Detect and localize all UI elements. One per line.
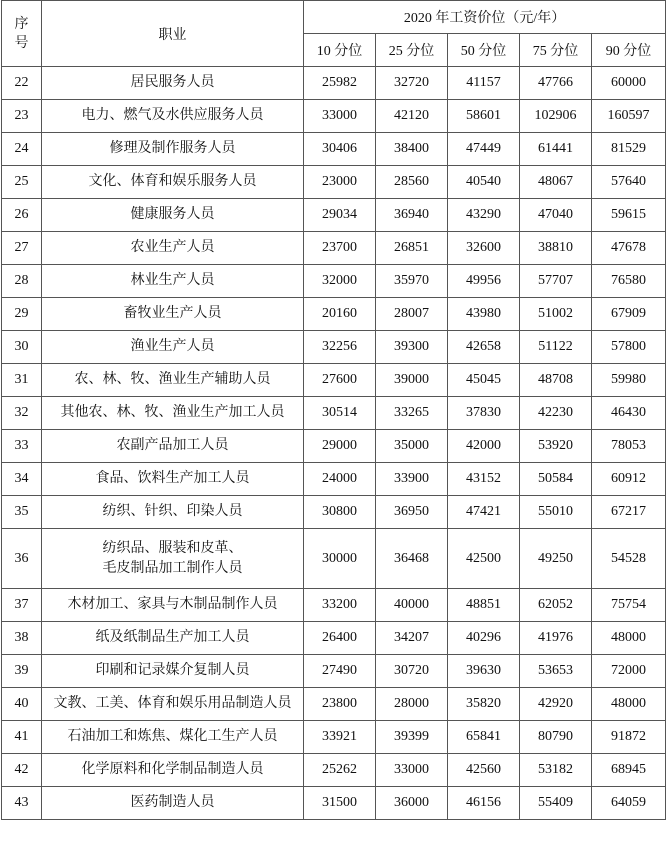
table-row: [2, 364, 666, 397]
wage-p25-cell: 30720: [376, 655, 448, 688]
wage-p25-cell: 38400: [376, 133, 448, 166]
row-number: 31: [2, 364, 42, 397]
row-number: 36: [2, 529, 42, 589]
wage-p90-cell: 59980: [592, 364, 666, 397]
wage-p90-cell: 64059: [592, 787, 666, 820]
wage-p75-cell: 48067: [520, 166, 592, 199]
wage-p75-cell: 55010: [520, 496, 592, 529]
wage-p10-cell: 29034: [304, 199, 376, 232]
wage-p75-cell: 42920: [520, 688, 592, 721]
table-row: [2, 298, 666, 331]
wage-p10-cell: 23800: [304, 688, 376, 721]
occupation-name: 健康服务人员: [130, 207, 215, 222]
wage-table: [1, 0, 666, 820]
wage-p25-cell: 28560: [376, 166, 448, 199]
table-body: [2, 67, 666, 820]
occupation-name: 纺织品、服装和皮革、: [102, 540, 243, 556]
wage-p10-cell: 33200: [304, 589, 376, 622]
wage-p90-cell: 57640: [592, 166, 666, 199]
occupation-cell: [42, 232, 304, 265]
header-seq-line2: 号: [14, 35, 29, 51]
wage-p50-cell: 37830: [448, 397, 520, 430]
wage-p10-cell: 31500: [304, 787, 376, 820]
header-row-top: [2, 1, 666, 34]
wage-p75-cell: 53920: [520, 430, 592, 463]
wage-p90-cell: 67217: [592, 496, 666, 529]
header-p50: 50 分位: [448, 34, 520, 67]
wage-p90-cell: 59615: [592, 199, 666, 232]
wage-p10-cell: 23700: [304, 232, 376, 265]
wage-p10-cell: 32256: [304, 331, 376, 364]
wage-p25-cell: 33265: [376, 397, 448, 430]
wage-p75-cell: 49250: [520, 529, 592, 589]
wage-p75-cell: 102906: [520, 100, 592, 133]
wage-p50-cell: 42658: [448, 331, 520, 364]
header-p10: 10 分位: [304, 34, 376, 67]
wage-p50-cell: 46156: [448, 787, 520, 820]
occupation-cell: [42, 331, 304, 364]
wage-p25-cell: 36000: [376, 787, 448, 820]
occupation-cell: [42, 100, 304, 133]
row-number: 28: [2, 265, 42, 298]
wage-p75-cell: 51002: [520, 298, 592, 331]
row-number: 29: [2, 298, 42, 331]
header-p75: 75 分位: [520, 34, 592, 67]
row-number: 24: [2, 133, 42, 166]
wage-p90-cell: 60000: [592, 67, 666, 100]
table-row: [2, 688, 666, 721]
wage-p25-cell: 28007: [376, 298, 448, 331]
wage-p50-cell: 47449: [448, 133, 520, 166]
occupation-cell: [42, 529, 304, 589]
table-row: [2, 589, 666, 622]
row-number: 37: [2, 589, 42, 622]
occupation-cell: [42, 298, 304, 331]
table-row: [2, 100, 666, 133]
wage-p50-cell: 40540: [448, 166, 520, 199]
row-number: 34: [2, 463, 42, 496]
row-number: 41: [2, 721, 42, 754]
wage-p50-cell: 43290: [448, 199, 520, 232]
occupation-cell: [42, 463, 304, 496]
table-row: [2, 67, 666, 100]
table-row: [2, 397, 666, 430]
wage-p75-cell: 57707: [520, 265, 592, 298]
wage-p25-cell: 42120: [376, 100, 448, 133]
wage-p50-cell: 47421: [448, 496, 520, 529]
header-seq-line1: 序: [14, 16, 29, 32]
row-number: 43: [2, 787, 42, 820]
table-row: [2, 199, 666, 232]
row-number: 33: [2, 430, 42, 463]
wage-p90-cell: 48000: [592, 622, 666, 655]
row-number: 40: [2, 688, 42, 721]
wage-p10-cell: 26400: [304, 622, 376, 655]
wage-p90-cell: 76580: [592, 265, 666, 298]
occupation-name: 纺织、针织、印染人员: [102, 504, 243, 519]
wage-p10-cell: 23000: [304, 166, 376, 199]
row-number: 22: [2, 67, 42, 100]
wage-p90-cell: 75754: [592, 589, 666, 622]
header-job: 职业: [42, 1, 304, 67]
table-row: [2, 166, 666, 199]
wage-p10-cell: 27600: [304, 364, 376, 397]
wage-p25-cell: 36950: [376, 496, 448, 529]
occupation-cell: [42, 430, 304, 463]
table-row: [2, 232, 666, 265]
wage-p10-cell: 25262: [304, 754, 376, 787]
occupation-cell: [42, 496, 304, 529]
table-row: [2, 754, 666, 787]
wage-p25-cell: 36940: [376, 199, 448, 232]
wage-p10-cell: 33000: [304, 100, 376, 133]
occupation-name: 化学原料和化学制品制造人员: [81, 762, 264, 777]
wage-p25-cell: 35970: [376, 265, 448, 298]
wage-p75-cell: 50584: [520, 463, 592, 496]
occupation-cell: [42, 787, 304, 820]
wage-p50-cell: 35820: [448, 688, 520, 721]
table-row: [2, 622, 666, 655]
wage-p75-cell: 47040: [520, 199, 592, 232]
wage-p50-cell: 39630: [448, 655, 520, 688]
occupation-cell: [42, 655, 304, 688]
occupation-name: 印刷和记录媒介复制人员: [95, 663, 250, 678]
occupation-cell: [42, 721, 304, 754]
wage-p90-cell: 60912: [592, 463, 666, 496]
occupation-name: 居民服务人员: [130, 75, 215, 90]
wage-p10-cell: 30800: [304, 496, 376, 529]
table-row: [2, 721, 666, 754]
occupation-cell: [42, 133, 304, 166]
wage-p50-cell: 42560: [448, 754, 520, 787]
wage-p75-cell: 62052: [520, 589, 592, 622]
wage-p90-cell: 47678: [592, 232, 666, 265]
wage-p90-cell: 67909: [592, 298, 666, 331]
wage-p25-cell: 28000: [376, 688, 448, 721]
wage-p10-cell: 32000: [304, 265, 376, 298]
occupation-name: 林业生产人员: [130, 273, 215, 288]
wage-p75-cell: 51122: [520, 331, 592, 364]
occupation-cell: [42, 67, 304, 100]
occupation-name: 农业生产人员: [130, 240, 215, 255]
wage-p90-cell: 54528: [592, 529, 666, 589]
table-row: [2, 655, 666, 688]
occupation-name: 木材加工、家具与木制品制作人员: [67, 597, 278, 612]
wage-p75-cell: 53653: [520, 655, 592, 688]
row-number: 32: [2, 397, 42, 430]
wage-p90-cell: 81529: [592, 133, 666, 166]
occupation-name: 电力、燃气及水供应服务人员: [81, 108, 264, 123]
wage-p25-cell: 35000: [376, 430, 448, 463]
wage-p50-cell: 40296: [448, 622, 520, 655]
row-number: 35: [2, 496, 42, 529]
wage-p90-cell: 91872: [592, 721, 666, 754]
wage-p75-cell: 55409: [520, 787, 592, 820]
wage-p75-cell: 80790: [520, 721, 592, 754]
header-wage-group: 2020 年工资价位（元/年）: [304, 1, 666, 34]
wage-p75-cell: 48708: [520, 364, 592, 397]
occupation-cell: [42, 589, 304, 622]
wage-p25-cell: 36468: [376, 529, 448, 589]
wage-p90-cell: 57800: [592, 331, 666, 364]
wage-p10-cell: 30514: [304, 397, 376, 430]
occupation-name: 文教、工美、体育和娱乐用品制造人员: [53, 696, 292, 711]
wage-p75-cell: 38810: [520, 232, 592, 265]
occupation-name: 文化、体育和娱乐服务人员: [88, 174, 257, 189]
table-row: [2, 787, 666, 820]
occupation-cell: [42, 754, 304, 787]
wage-p90-cell: 46430: [592, 397, 666, 430]
wage-p75-cell: 47766: [520, 67, 592, 100]
occupation-name: 修理及制作服务人员: [109, 141, 236, 156]
wage-p25-cell: 33900: [376, 463, 448, 496]
wage-p25-cell: 39399: [376, 721, 448, 754]
wage-p10-cell: 20160: [304, 298, 376, 331]
header-p90: 90 分位: [592, 34, 666, 67]
wage-p90-cell: 160597: [592, 100, 666, 133]
wage-p75-cell: 41976: [520, 622, 592, 655]
wage-p50-cell: 45045: [448, 364, 520, 397]
wage-p10-cell: 25982: [304, 67, 376, 100]
wage-p90-cell: 78053: [592, 430, 666, 463]
wage-p10-cell: 27490: [304, 655, 376, 688]
wage-p90-cell: 72000: [592, 655, 666, 688]
wage-p90-cell: 68945: [592, 754, 666, 787]
occupation-name: 石油加工和炼焦、煤化工生产人员: [67, 729, 278, 744]
wage-p25-cell: 40000: [376, 589, 448, 622]
table-row: [2, 463, 666, 496]
occupation-cell: [42, 364, 304, 397]
row-number: 39: [2, 655, 42, 688]
row-number: 25: [2, 166, 42, 199]
occupation-name: 医药制造人员: [130, 795, 215, 810]
wage-p50-cell: 42000: [448, 430, 520, 463]
wage-p50-cell: 32600: [448, 232, 520, 265]
wage-p10-cell: 30000: [304, 529, 376, 589]
occupation-cell: [42, 199, 304, 232]
wage-p50-cell: 43980: [448, 298, 520, 331]
occupation-cell: [42, 397, 304, 430]
wage-p50-cell: 41157: [448, 67, 520, 100]
wage-p90-cell: 48000: [592, 688, 666, 721]
wage-p50-cell: 65841: [448, 721, 520, 754]
table-row: [2, 133, 666, 166]
wage-p75-cell: 42230: [520, 397, 592, 430]
wage-p10-cell: 30406: [304, 133, 376, 166]
wage-p25-cell: 39000: [376, 364, 448, 397]
wage-p50-cell: 49956: [448, 265, 520, 298]
wage-p25-cell: 32720: [376, 67, 448, 100]
occupation-name: 其他农、林、牧、渔业生产加工人员: [60, 405, 285, 420]
occupation-name: 农副产品加工人员: [116, 438, 229, 453]
occupation-name: 毛皮制品加工制作人员: [102, 560, 243, 576]
table-row: [2, 265, 666, 298]
wage-p25-cell: 33000: [376, 754, 448, 787]
wage-p75-cell: 53182: [520, 754, 592, 787]
table-row: [2, 529, 666, 589]
wage-p25-cell: 26851: [376, 232, 448, 265]
row-number: 42: [2, 754, 42, 787]
header-p25: 25 分位: [376, 34, 448, 67]
occupation-name: 纸及纸制品生产加工人员: [95, 630, 250, 645]
occupation-cell: [42, 166, 304, 199]
occupation-name: 渔业生产人员: [130, 339, 215, 354]
wage-p50-cell: 58601: [448, 100, 520, 133]
wage-p50-cell: 43152: [448, 463, 520, 496]
occupation-name: 食品、饮料生产加工人员: [95, 471, 250, 486]
header-seq: [2, 1, 42, 67]
wage-p50-cell: 48851: [448, 589, 520, 622]
occupation-name: 农、林、牧、渔业生产辅助人员: [74, 372, 271, 387]
occupation-cell: [42, 688, 304, 721]
occupation-cell: [42, 622, 304, 655]
row-number: 26: [2, 199, 42, 232]
row-number: 38: [2, 622, 42, 655]
wage-p75-cell: 61441: [520, 133, 592, 166]
wage-p25-cell: 34207: [376, 622, 448, 655]
wage-p10-cell: 29000: [304, 430, 376, 463]
occupation-name: 畜牧业生产人员: [123, 306, 222, 321]
occupation-cell: [42, 265, 304, 298]
row-number: 30: [2, 331, 42, 364]
row-number: 23: [2, 100, 42, 133]
wage-p10-cell: 24000: [304, 463, 376, 496]
row-number: 27: [2, 232, 42, 265]
wage-p50-cell: 42500: [448, 529, 520, 589]
wage-p25-cell: 39300: [376, 331, 448, 364]
wage-p10-cell: 33921: [304, 721, 376, 754]
table-row: [2, 496, 666, 529]
table-row: [2, 331, 666, 364]
table-row: [2, 430, 666, 463]
